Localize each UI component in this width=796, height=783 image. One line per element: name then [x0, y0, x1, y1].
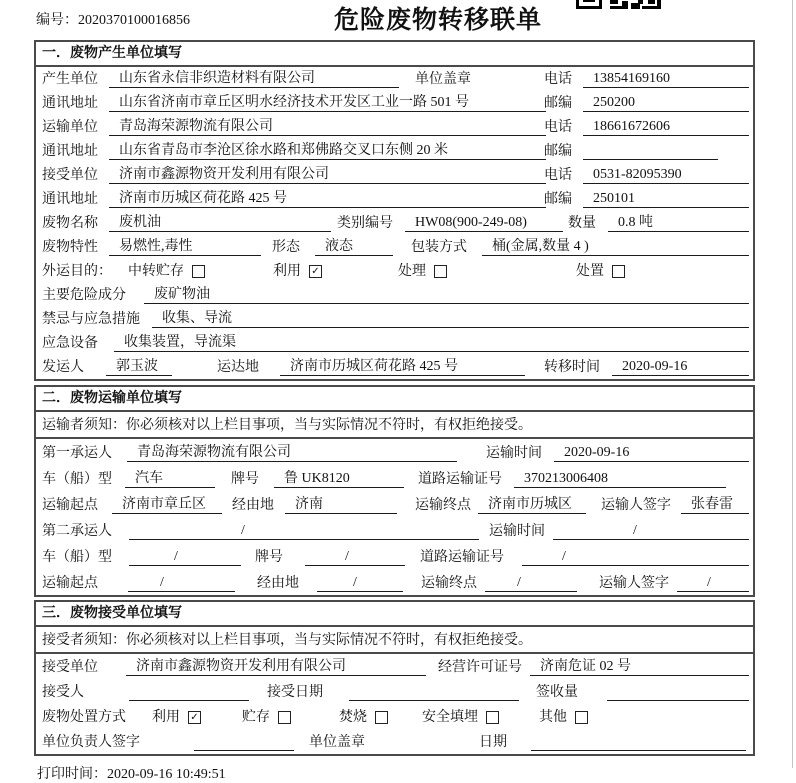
- carrier-signature-label: 运输人签字: [601, 498, 671, 513]
- unit-seal-label: 单位盖章: [309, 735, 365, 750]
- transport-time-value: 2020-09-16: [554, 445, 749, 462]
- receiving-unit-label: 接受单位: [42, 660, 98, 675]
- taboo-measures-label: 禁忌与应急措施: [42, 312, 140, 327]
- unit-seal-label: 单位盖章: [415, 72, 471, 87]
- qr-code-fragment: [576, 0, 661, 10]
- transporter-phone-value: 18661672606: [583, 119, 749, 136]
- destination-label: 运达地: [217, 360, 259, 375]
- disposal-reuse-label: 利用: [152, 710, 180, 725]
- date-value: [531, 734, 746, 751]
- disposal-landfill-checkbox: [486, 711, 499, 724]
- disposal-storage-checkbox: [278, 711, 291, 724]
- plate-number-value: 鲁 UK8120: [274, 467, 404, 488]
- transporter-address-value: 山东省青岛市李沧区徐水路和郑佛路交叉口东侧 20 米: [109, 139, 546, 160]
- waste-name-value: 废机油: [109, 211, 331, 232]
- form-label: 形态: [272, 240, 300, 255]
- address-label: 通讯地址: [42, 192, 98, 207]
- main-hazard-label: 主要危险成分: [42, 288, 126, 303]
- responsible-signature-label: 单位负责人签字: [42, 735, 140, 750]
- transfer-purpose-label: 外运目的：: [42, 264, 112, 279]
- emergency-equipment-value: 收集装置，导流渠: [114, 331, 749, 352]
- receiver-phone-value: 0531-82095390: [583, 167, 749, 184]
- disposal-landfill-label: 安全填埋: [422, 710, 478, 725]
- second-carrier-value: /: [129, 523, 479, 540]
- transport-time-label: 运输时间: [486, 446, 542, 461]
- plate-number-label: 牌号: [231, 472, 259, 487]
- producer-address-value: 山东省济南市章丘区明水经济技术开发区工业一路 501 号: [109, 91, 546, 112]
- page-edge-line: [792, 0, 793, 768]
- disposal-method-label: 废物处置方式: [42, 710, 126, 725]
- producer-unit-value: 山东省永信非织造材料有限公司: [109, 67, 399, 88]
- document-number-value: 2020370100016856: [78, 13, 190, 28]
- signed-quantity-label: 签收量: [536, 685, 578, 700]
- document-header: [0, 0, 796, 40]
- sender-value: 郭玉波: [106, 355, 172, 376]
- zip-label: 邮编: [544, 96, 572, 111]
- license-number-value: 济南危证 02 号: [530, 655, 749, 676]
- plate-number-value: /: [305, 549, 405, 566]
- disposal-storage-label: 贮存: [242, 710, 270, 725]
- transfer-time-label: 转移时间: [544, 360, 600, 375]
- section-producer: [34, 40, 755, 381]
- producer-unit-label: 产生单位: [42, 72, 98, 87]
- disposal-other-checkbox: [575, 711, 588, 724]
- print-time: [37, 763, 796, 783]
- producer-unit-row: [36, 67, 753, 91]
- zip-label: 邮编: [544, 144, 572, 159]
- receiver-zip-value: 250101: [583, 191, 749, 208]
- waste-name-label: 废物名称: [42, 216, 98, 231]
- zip-label: 邮编: [544, 192, 572, 207]
- packing-label: 包装方式: [411, 240, 467, 255]
- vehicle-type-label: 车（船）型: [42, 472, 112, 487]
- receiving-unit-row: [36, 654, 753, 679]
- transport-time-value: /: [553, 523, 749, 540]
- quantity-label: 数量: [568, 216, 596, 231]
- route-start-value: /: [128, 575, 235, 592]
- receiver-address-value: 济南市历城区荷花路 425 号: [109, 187, 546, 208]
- section-producer-title: 一．废物产生单位填写: [36, 42, 753, 67]
- sender-label: 发运人: [42, 360, 84, 375]
- producer-phone-value: 13854169160: [583, 71, 749, 88]
- disposal-incineration-label: 焚烧: [339, 710, 367, 725]
- route-via-value: 济南: [285, 493, 397, 514]
- category-code-value: HW08(900-249-08): [405, 215, 563, 232]
- receive-date-label: 接受日期: [267, 685, 323, 700]
- carrier-signature-label: 运输人签字: [599, 576, 669, 591]
- route-start-label: 运输起点: [42, 498, 98, 513]
- road-transport-cert-label: 道路运输证号: [420, 550, 504, 565]
- disposal-other-label: 其他: [539, 710, 567, 725]
- transporter-unit-row: [36, 115, 753, 139]
- receiver-unit-label: 接受单位: [42, 168, 98, 183]
- transporter-unit-value: 青岛海荣源物流有限公司: [109, 115, 546, 136]
- route-end-value: 济南市历城区: [478, 493, 586, 514]
- route-end-label: 运输终点: [415, 498, 471, 513]
- waste-traits-value: 易燃性,毒性: [109, 235, 261, 256]
- producer-zip-value: 250200: [583, 95, 749, 112]
- disposal-incineration-checkbox: [375, 711, 388, 724]
- signed-quantity-value: [607, 684, 749, 701]
- road-transport-cert-label: 道路运输证号: [418, 472, 502, 487]
- vehicle-type-value: 汽车: [125, 467, 215, 488]
- receive-date-value: [349, 684, 519, 701]
- waste-traits-row: [36, 235, 753, 259]
- purpose-transit-storage-checkbox: [192, 265, 205, 278]
- print-time-label: 打印时间：: [37, 767, 107, 782]
- receiving-unit-value: 济南市鑫源物资开发利用有限公司: [126, 655, 426, 676]
- plate-number-label: 牌号: [255, 550, 283, 565]
- route-end-label: 运输终点: [421, 576, 477, 591]
- route-end-value: /: [485, 575, 577, 592]
- page-title: 危险废物转移联单: [334, 7, 543, 34]
- route-start-value: 济南市章丘区: [112, 493, 222, 514]
- form-value: 液态: [315, 235, 393, 256]
- road-transport-cert-value: 370213006408: [514, 471, 726, 488]
- address-label: 通讯地址: [42, 96, 98, 111]
- route-start-label: 运输起点: [42, 576, 98, 591]
- route-via-label: 经由地: [257, 576, 299, 591]
- quantity-value: 0.8 吨: [608, 211, 749, 232]
- vehicle-type-label: 车（船）型: [42, 550, 112, 565]
- responsible-signature-value: [194, 734, 294, 751]
- phone-label: 电话: [544, 168, 572, 183]
- disposal-reuse-checkbox: ✓: [188, 711, 201, 724]
- print-time-value: 2020-09-16 10:49:51: [107, 767, 226, 782]
- document-number: [36, 9, 190, 29]
- section-receiver: [34, 600, 755, 756]
- carrier-signature-value: 张春雷: [681, 493, 749, 514]
- emergency-equipment-label: 应急设备: [42, 336, 98, 351]
- packing-value: 桶(金属,数量 4 ): [482, 235, 749, 256]
- waste-name-row: [36, 211, 753, 235]
- second-carrier-label: 第二承运人: [42, 524, 112, 539]
- waste-traits-label: 废物特性: [42, 240, 98, 255]
- transport-time-label: 运输时间: [489, 524, 545, 539]
- second-carrier-row: [36, 517, 753, 543]
- section-receiver-title: 三．废物接受单位填写: [36, 602, 753, 627]
- phone-label: 电话: [544, 72, 572, 87]
- route-via-value: /: [317, 575, 403, 592]
- first-route-row: [36, 491, 753, 517]
- first-carrier-value: 青岛海荣源物流有限公司: [127, 441, 457, 462]
- section-transporter-title: 二．废物运输单位填写: [36, 387, 753, 412]
- transfer-time-value: 2020-09-16: [612, 359, 749, 376]
- transfer-purpose-row: [36, 259, 753, 283]
- purpose-disposal-label: 处置: [576, 264, 604, 279]
- receiver-notice: 接受者须知：你必须核对以上栏目事项，当与实际情况不符时，有权拒绝接受。: [36, 627, 753, 654]
- transporter-unit-label: 运输单位: [42, 120, 98, 135]
- address-label: 通讯地址: [42, 144, 98, 159]
- receiver-unit-row: [36, 163, 753, 187]
- taboo-measures-row: [36, 307, 753, 331]
- transporter-notice: 运输者须知：你必须核对以上栏目事项，当与实际情况不符时，有权拒绝接受。: [36, 412, 753, 439]
- purpose-disposal-checkbox: [612, 265, 625, 278]
- main-hazard-row: [36, 283, 753, 307]
- transporter-address-row: [36, 139, 753, 163]
- disposal-method-row: [36, 704, 753, 729]
- emergency-equipment-row: [36, 331, 753, 355]
- purpose-treatment-checkbox: [434, 265, 447, 278]
- first-carrier-label: 第一承运人: [42, 446, 112, 461]
- receiver-person-label: 接受人: [42, 685, 84, 700]
- carrier-signature-value: /: [677, 575, 749, 592]
- first-vehicle-row: [36, 465, 753, 491]
- dispatch-row: [36, 355, 753, 379]
- first-carrier-row: [36, 439, 753, 465]
- main-hazard-value: 废矿物油: [144, 283, 749, 304]
- producer-address-row: [36, 91, 753, 115]
- purpose-treatment-label: 处理: [398, 264, 426, 279]
- section-transporter: [34, 385, 755, 597]
- transporter-zip-value: [583, 143, 718, 160]
- license-number-label: 经营许可证号: [438, 660, 522, 675]
- route-via-label: 经由地: [232, 498, 274, 513]
- receiver-unit-value: 济南市鑫源物资开发利用有限公司: [109, 163, 546, 184]
- taboo-measures-value: 收集、导流: [152, 307, 749, 328]
- road-transport-cert-value: /: [522, 549, 749, 566]
- second-vehicle-row: [36, 543, 753, 569]
- purpose-transit-storage-label: 中转贮存: [128, 264, 184, 279]
- purpose-reuse-label: 利用: [273, 264, 301, 279]
- responsible-signature-row: [36, 729, 753, 754]
- category-code-label: 类别编号: [337, 216, 393, 231]
- purpose-reuse-checkbox: ✓: [309, 265, 322, 278]
- receiver-person-value: [129, 684, 249, 701]
- vehicle-type-value: /: [129, 549, 241, 566]
- receiver-address-row: [36, 187, 753, 211]
- document-number-label: 编号：: [36, 13, 78, 28]
- second-route-row: [36, 569, 753, 595]
- receiving-person-row: [36, 679, 753, 704]
- date-label: 日期: [479, 735, 507, 750]
- destination-value: 济南市历城区荷花路 425 号: [280, 355, 525, 376]
- phone-label: 电话: [544, 120, 572, 135]
